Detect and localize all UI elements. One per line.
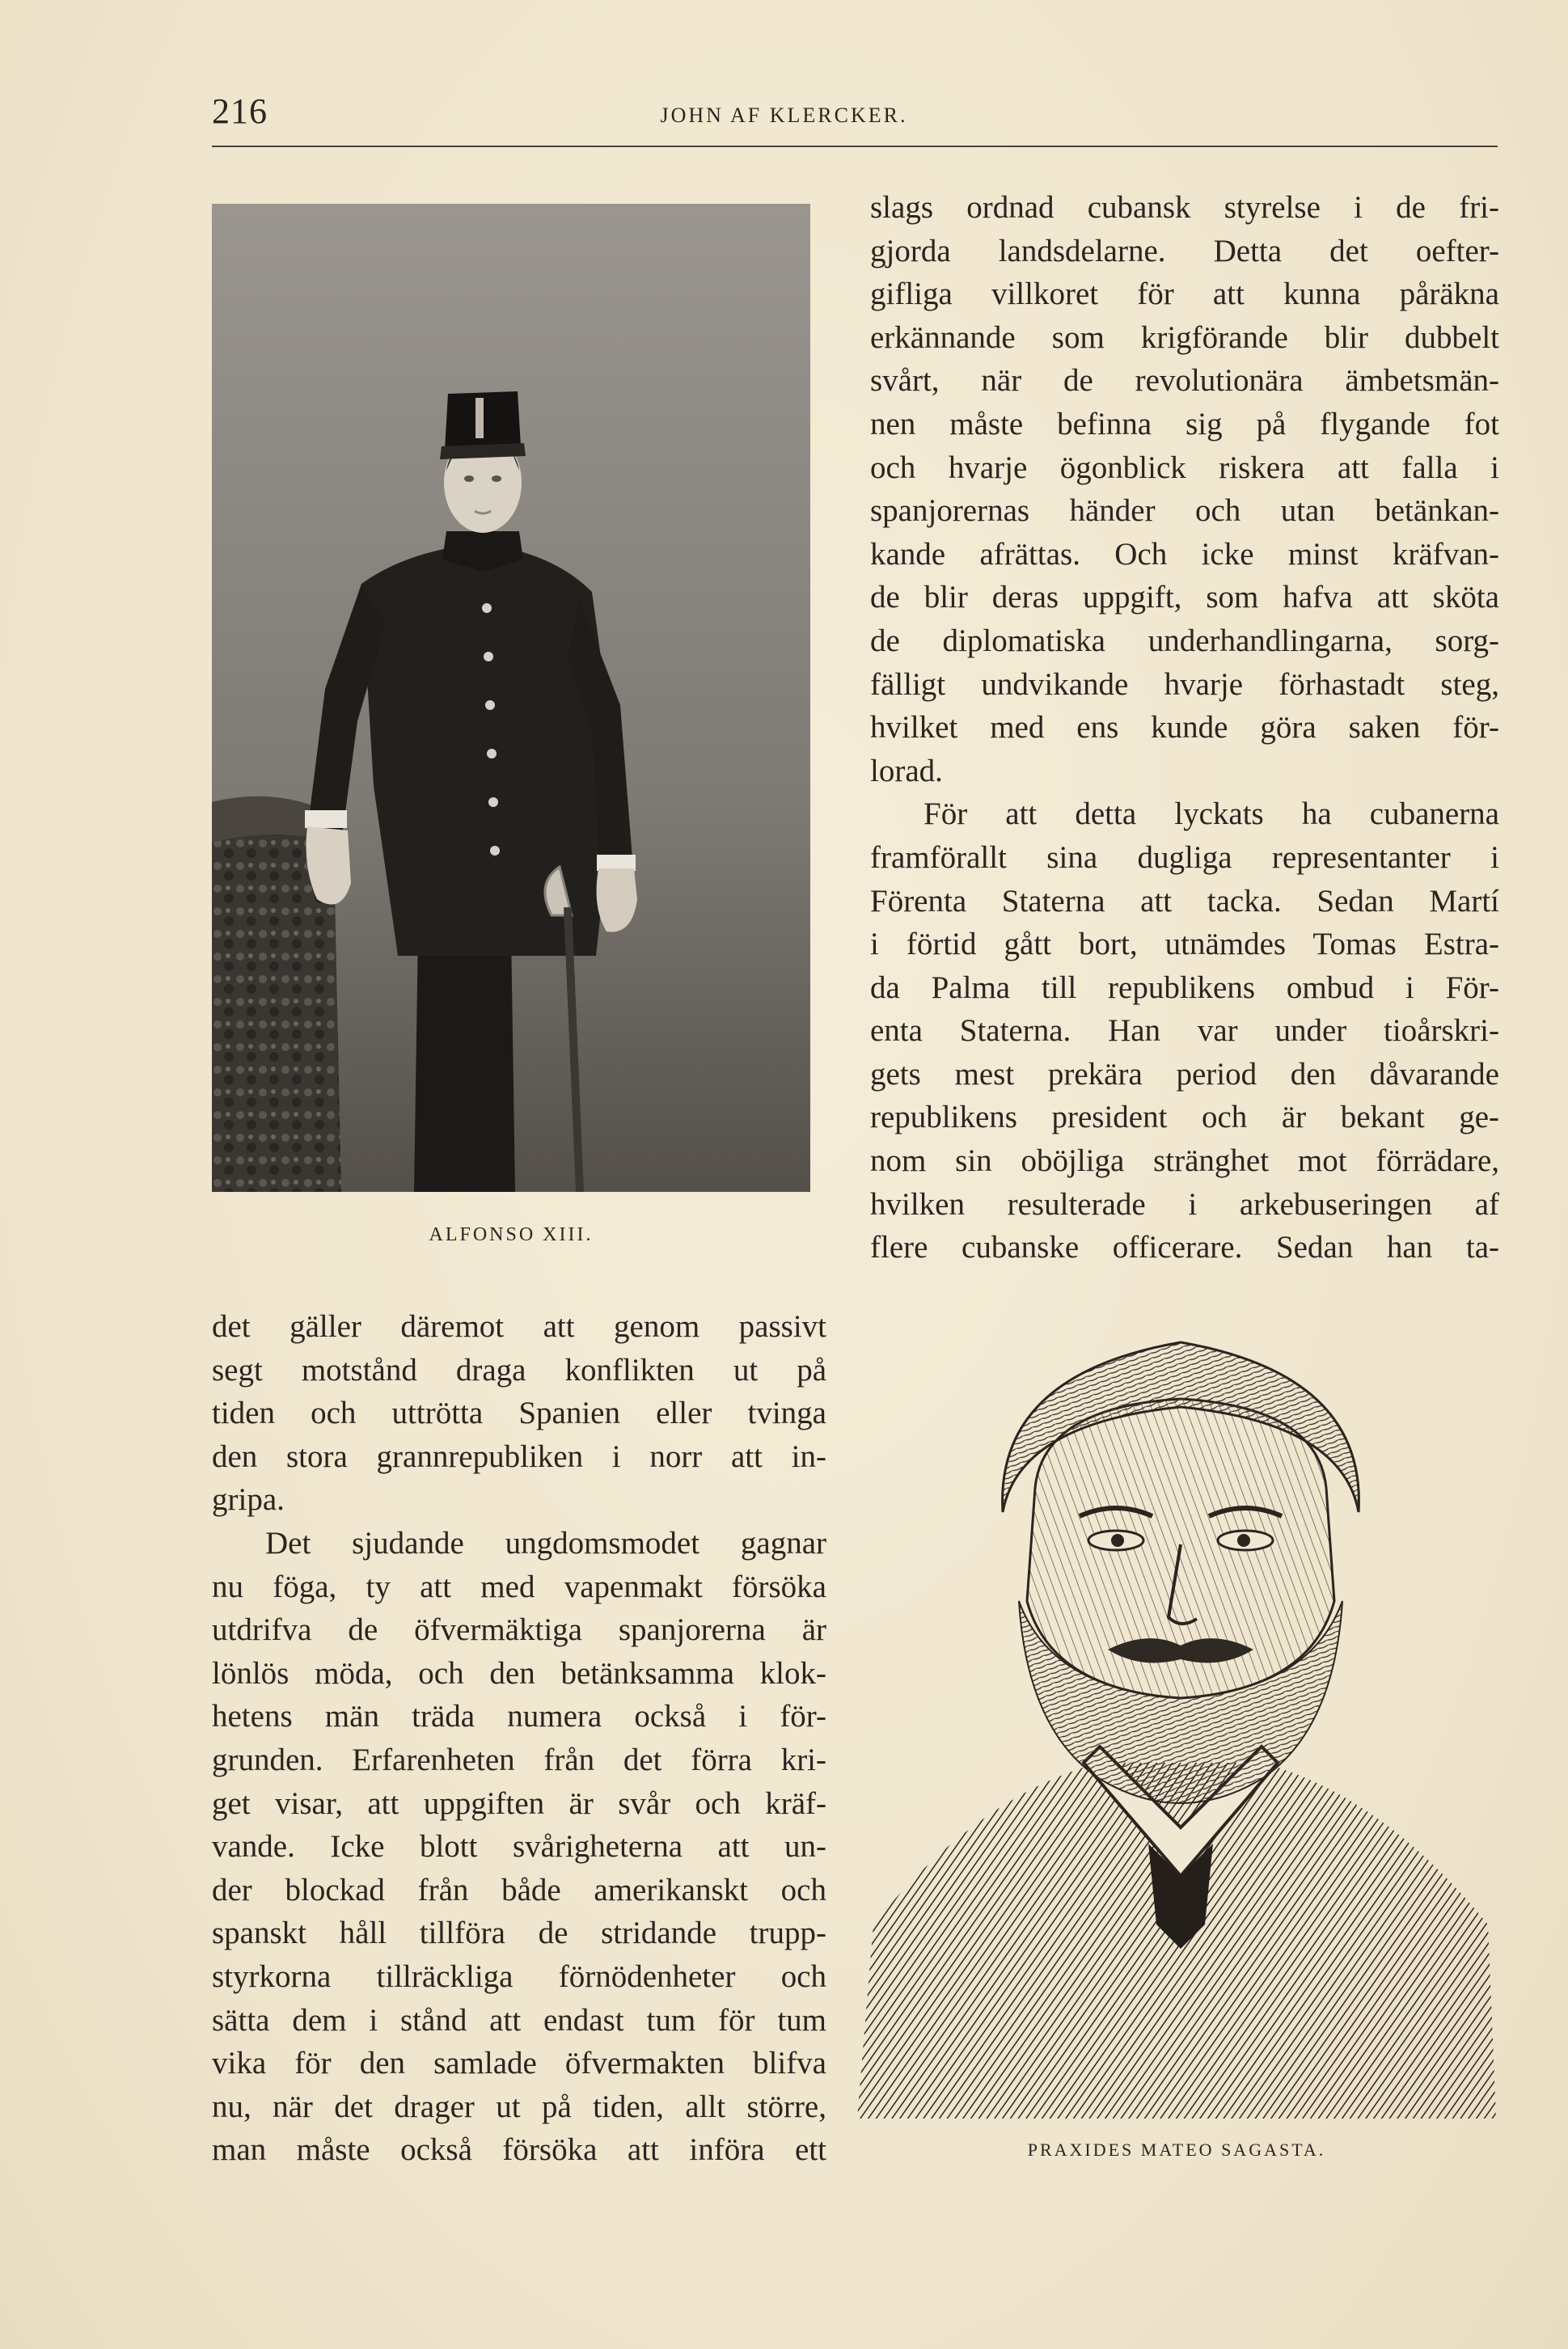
text-line: och hvarje ögonblick riskera att falla i: [870, 450, 1499, 485]
photo-caption: ALFONSO XIII.: [429, 1224, 594, 1245]
text-line: fälligt undvikande hvarje förhastadt steg,: [870, 666, 1499, 702]
text-line: get visar, att uppgiften är svår och kräf-: [212, 1785, 826, 1821]
page-number: 216: [212, 91, 268, 131]
text-line: nen måste befinna sig på flygande fot: [870, 406, 1499, 441]
text-line: gjorda landsdelarne. Detta det oefter-: [870, 233, 1499, 268]
text-line: framförallt sina dugliga representanter i: [870, 839, 1499, 875]
sagasta-engraving: [857, 1310, 1496, 2119]
left-column-text: [212, 1305, 826, 2172]
text-line: Förenta Staterna att tacka. Sedan Martí: [870, 883, 1499, 919]
text-line: hvilket med ens kunde göra saken för-: [870, 710, 1499, 746]
text-line: lorad.: [870, 753, 943, 788]
text-line: det gäller däremot att genom passivt: [212, 1309, 826, 1344]
text-line: tiden och uttrötta Spanien eller tvinga: [212, 1396, 826, 1431]
text-line: kande afrättas. Och icke minst kräfvan-: [870, 536, 1499, 572]
text-line: republikens president och är bekant ge-: [870, 1100, 1499, 1135]
text-line: lönlös möda, och den betänksamma klok-: [212, 1655, 826, 1691]
text-line: de blir deras uppgift, som hafva att sköta: [870, 580, 1499, 615]
text-line: flere cubanske officerare. Sedan han ta-: [870, 1230, 1499, 1265]
text-line: erkännande som krigförande blir dubbelt: [870, 319, 1499, 355]
text-line: utdrifva de öfvermäktiga spanjorerna är: [212, 1612, 826, 1648]
sagasta-portrait-illustration: [857, 1310, 1496, 2119]
text-line: gifliga villkoret för att kunna påräkna: [870, 277, 1499, 312]
text-line: nu, när det drager ut på tiden, allt större,: [212, 2089, 826, 2124]
text-line: i förtid gått bort, utnämdes Tomas Estra-: [870, 927, 1499, 962]
text-line: der blockad från både amerikanskt och: [212, 1872, 826, 1908]
alfonso-figure-illustration: [212, 204, 810, 1192]
running-title: JOHN AF KLERCKER.: [660, 104, 908, 127]
text-line: vande. Icke blott svårigheterna att un-: [212, 1829, 826, 1865]
text-line: För att detta lyckats ha cubanerna: [923, 796, 1499, 832]
text-line: gets mest prekära period den dåvarande: [870, 1056, 1499, 1092]
text-line: hetens män träda numera också i för-: [212, 1699, 826, 1734]
text-line: enta Staterna. Han var under tioårskri-: [870, 1013, 1499, 1049]
engraving-caption: PRAXIDES MATEO SAGASTA.: [1027, 2140, 1326, 2160]
text-line: grunden. Erfarenheten från det förra kri-: [212, 1742, 826, 1777]
text-line: da Palma till republikens ombud i För-: [870, 970, 1499, 1005]
text-line: vika för den samlade öfvermakten blifva: [212, 2046, 826, 2081]
text-line: Det sjudande ungdomsmodet gagnar: [265, 1525, 826, 1561]
text-line: segt motstånd draga konflikten ut på: [212, 1352, 826, 1388]
text-line: gripa.: [212, 1482, 285, 1518]
text-line: nu föga, ty att med vapenmakt försöka: [212, 1569, 826, 1604]
text-line: hvilken resulterade i arkebuseringen af: [870, 1186, 1499, 1222]
text-line: slags ordnad cubansk styrelse i de fri-: [870, 190, 1499, 225]
text-line: de diplomatiska underhandlingarna, sorg-: [870, 623, 1499, 658]
text-line: spanjorernas händer och utan betänkan-: [870, 493, 1499, 529]
alfonso-photograph: [212, 204, 810, 1192]
right-column-text: [870, 186, 1499, 1270]
header-rule: [212, 146, 1498, 147]
text-line: styrkorna tillräckliga förnödenheter och: [212, 1958, 826, 1994]
text-line: nom sin oböjliga stränghet mot förrädare,: [870, 1143, 1499, 1179]
text-line: spanskt håll tillföra de stridande trupp-: [212, 1916, 826, 1951]
text-line: den stora grannrepubliken i norr att in-: [212, 1439, 826, 1474]
text-line: svårt, när de revolutionära ämbetsmän-: [870, 363, 1499, 399]
text-line: man måste också försöka att införa ett: [212, 2132, 826, 2168]
text-line: sätta dem i stånd att endast tum för tum: [212, 2002, 826, 2038]
